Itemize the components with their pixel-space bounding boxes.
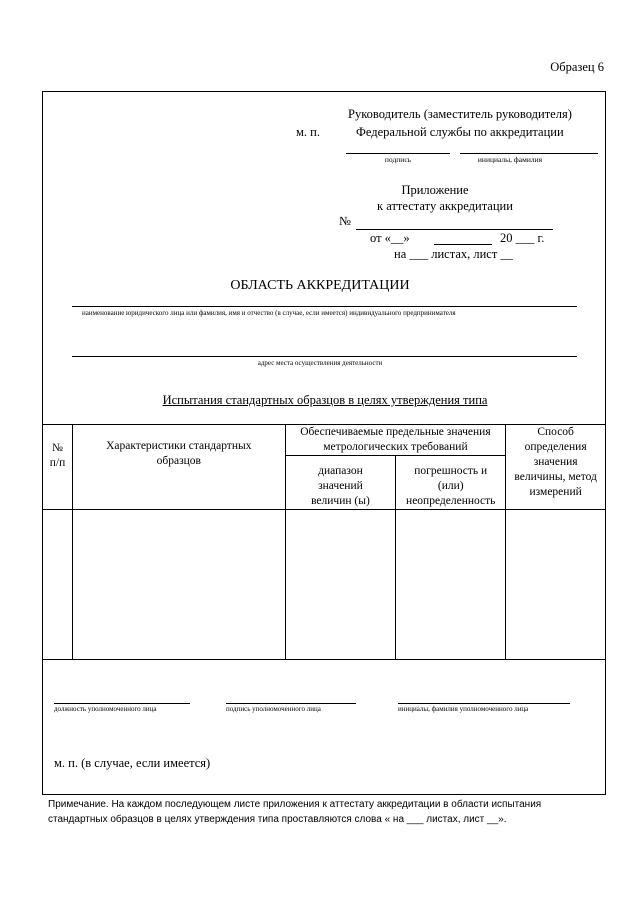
date-from: от «__» <box>370 231 410 245</box>
signature-caption: подпись <box>384 155 412 164</box>
table-cell[interactable] <box>396 510 506 660</box>
position-line <box>54 703 190 704</box>
sheets-label: на ___ листах, лист __ <box>394 247 513 261</box>
position-caption: должность уполномоченного лица <box>54 705 157 713</box>
col-range-header: диапазон значений величин (ы) <box>285 456 396 510</box>
col-characteristics-header: Характеристики стандартных образцов <box>72 425 285 510</box>
address-line <box>72 356 577 357</box>
col-requirements-header: Обеспечиваемые предельные значения метрологических требований <box>285 425 506 456</box>
signature-line <box>346 153 450 154</box>
signatory-line2: Федеральной службы по аккредитации <box>356 125 564 139</box>
signatory-line1: Руководитель (заместитель руководителя) <box>348 107 572 121</box>
auth-signature-line <box>226 703 356 704</box>
address-caption: адрес места осуществления деятельности <box>257 359 383 367</box>
entity-line <box>72 306 577 307</box>
table-cell[interactable] <box>285 510 396 660</box>
footer-seal: м. п. (в случае, если имеется) <box>54 756 211 770</box>
appendix-subtitle: к аттестату аккредитации <box>377 199 513 213</box>
initials-line <box>460 153 598 154</box>
date-line <box>434 244 492 245</box>
accreditation-title: ОБЛАСТЬ АККРЕДИТАЦИИ <box>230 278 410 293</box>
table-cell[interactable] <box>506 510 606 660</box>
table-row <box>43 510 606 660</box>
accreditation-table <box>42 424 606 660</box>
initials-caption: инициалы, фамилия <box>477 155 543 164</box>
number-line <box>356 229 553 230</box>
auth-signature-caption: подпись уполномоченного лица <box>226 705 321 713</box>
auth-name-line <box>398 703 570 704</box>
note: Примечание. На каждом последующем листе приложения к аттестату аккредитации в области испытания стандартных образцов в целях утверждения типа проставляются слова « на ___ листах, лист __». <box>48 799 542 825</box>
section-title: Испытания стандартных образцов в целях утверждения типа <box>162 393 488 407</box>
table-cell[interactable] <box>72 510 285 660</box>
seal-label: м. п. <box>296 125 320 139</box>
auth-name-caption: инициалы, фамилия уполномоченного лица <box>398 705 529 713</box>
col-number-header: № п/п <box>43 425 73 510</box>
col-error-header: погрешность и (или) неопределенность <box>396 456 506 510</box>
sample-label: Образец 6 <box>550 60 604 74</box>
col-method-header: Способ определения значения величины, метод измерений <box>506 425 606 510</box>
table-cell[interactable] <box>43 510 73 660</box>
date-year: 20 ___ г. <box>500 231 545 245</box>
appendix-title: Приложение <box>401 183 469 197</box>
entity-caption: наименование юридического лица или фамилия, имя и отчество (в случае, если имеется) индивидуального предпринимателя <box>82 309 456 317</box>
number-label: № <box>339 214 351 228</box>
